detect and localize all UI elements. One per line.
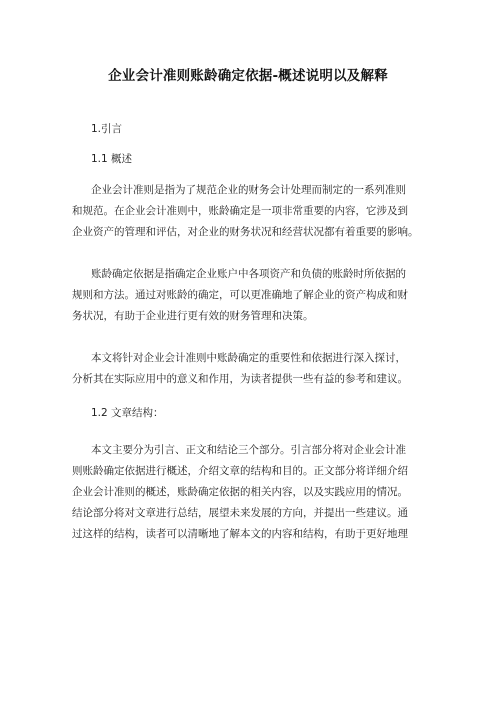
paragraph-line: 本文将针对企业会计准则中账龄确定的重要性和依据进行深入探讨，	[91, 352, 406, 364]
paragraph-line: 务状况，有助于企业进行更有效的财务管理和决策。	[72, 310, 314, 322]
paragraph-line: 分析其在实际应用中的意义和作用，为读者提供一些有益的参考和建议。	[72, 373, 408, 385]
section-heading-structure: 1.2 文章结构：	[91, 407, 164, 419]
paragraph-line: 企业会计准则是指为了规范企业的财务会计处理而制定的一系列准则	[91, 184, 406, 196]
paragraph-overview-3	[72, 348, 434, 390]
paragraph-overview-2	[72, 264, 434, 327]
paragraph-line: 企业资产的管理和评估，对企业的财务状况和经营状况都有着重要的影响。	[72, 226, 419, 238]
section-heading-intro: 1.引言	[91, 123, 123, 135]
paragraph-line: 规则和方法。通过对账龄的确定，可以更准确地了解企业的资产构成和财	[72, 289, 408, 301]
paragraph-line: 过这样的结构，读者可以清晰地了解本文的内容和结构，有助于更好地理	[72, 528, 408, 540]
paragraph-line: 本文主要分为引言、正文和结论三个部分。引言部分将对企业会计准	[91, 444, 406, 456]
paragraph-line: 结论部分将对文章进行总结，展望未来发展的方向，并提出一些建议。通	[72, 507, 408, 519]
document-title: 企业会计准则账龄确定依据-概述说明以及解释	[108, 68, 388, 84]
section-heading-overview: 1.1 概述	[91, 153, 133, 165]
paragraph-line: 和规范。在企业会计准则中，账龄确定是一项非常重要的内容，它涉及到	[72, 205, 408, 217]
paragraph-structure	[72, 440, 434, 545]
paragraph-line: 企业会计准则的概述，账龄确定依据的相关内容，以及实践应用的情况。	[72, 486, 408, 498]
paragraph-overview-1	[72, 180, 434, 243]
paragraph-line: 则账龄确定依据进行概述，介绍文章的结构和目的。正文部分将详细介绍	[72, 465, 408, 477]
paragraph-line: 账龄确定依据是指确定企业账户中各项资产和负债的账龄时所依据的	[91, 268, 406, 280]
